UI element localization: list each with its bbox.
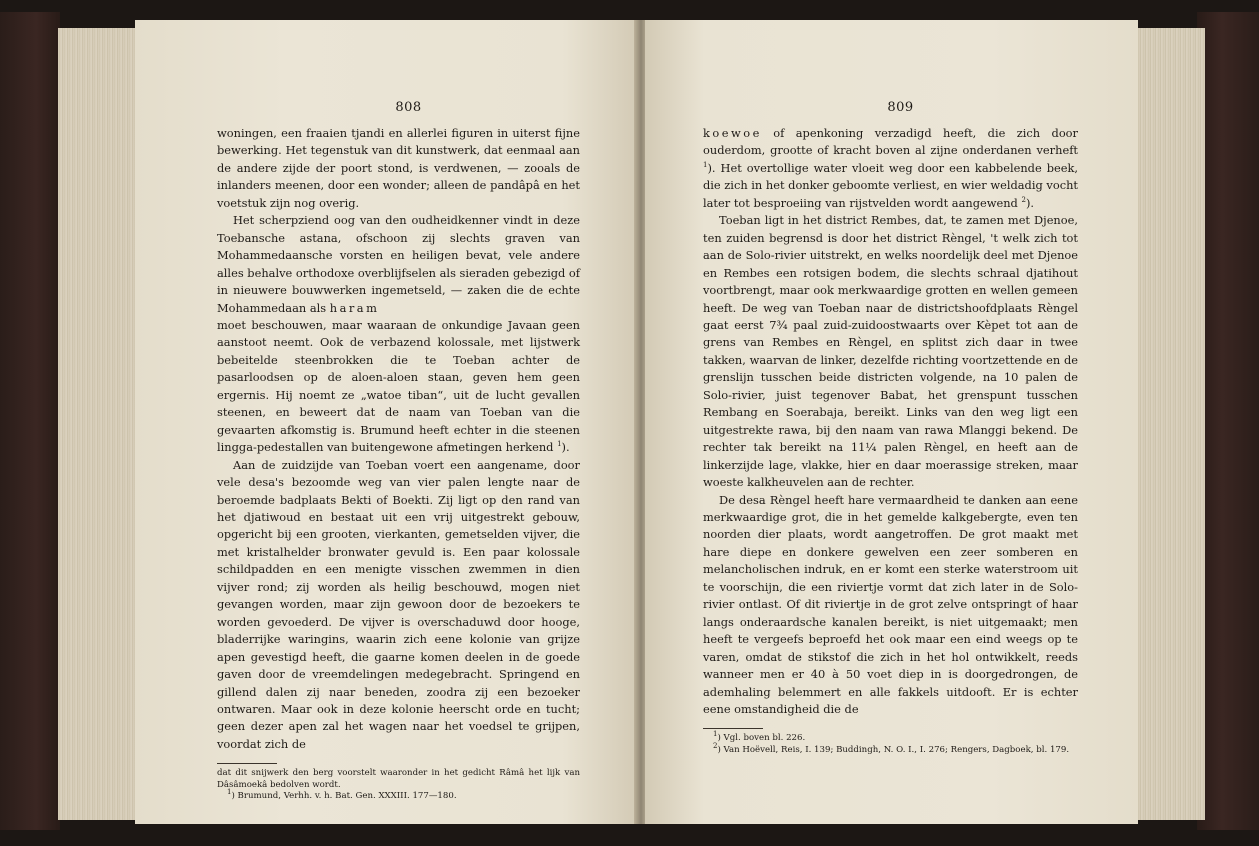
footnote-mark: 1 [713, 730, 718, 739]
paragraph: woningen, een fraaien tjandi en allerlei figuren in uiterst fijne bewerking. Het tegenstuk van dit kunstwerk, dat eenmaal aan de andere zijde der poort stond, is verdwenen, — zooals de inlanders meenen, door een wonder; alleen de pandâpâ en het voetstuk zijn nog overig. [217, 126, 580, 210]
paragraph [703, 125, 1078, 212]
right-body-text [703, 125, 1078, 718]
footnote-text: ) Brumund, Verhh. v. h. Bat. Gen. XXXIII. 177—180. [231, 791, 457, 802]
paragraph-text: Het scherpziend oog van den oudheidkenner vindt in deze Toebansche astana, ofschoon zij slechts graven van Mohammedaansche vorsten en heiligen bevat, vele andere alles behalve orthodoxe overblijfselen als sieraden gebezigd of in nieuwere bouwwerken ingemetseld, — zaken die de echte Mohammedaan als [217, 213, 580, 315]
footnote-text: ) Van Hoëvell, Reis, I. 139; Buddingh, N. O. I., I. 276; Rengers, Dagboek, bl. 179. [717, 744, 1070, 755]
footnote-mark: 1 [703, 161, 708, 170]
paragraph [217, 317, 580, 457]
footnote-rule [217, 763, 277, 764]
note-tail: ). [1025, 195, 1035, 210]
footnote-mark: 2 [1021, 196, 1026, 205]
cover-edge-left [0, 12, 60, 830]
page-stack-right [1135, 28, 1205, 820]
paragraph-text: of apenkoning verzadigd heeft, die zich door ouderdom, grootte of kracht boven al zijne onderdanen verheft [703, 126, 1078, 158]
page-number: 808 [395, 100, 422, 115]
spaced-word: haram [329, 300, 380, 315]
footnote [703, 730, 1078, 745]
footnote-rule [703, 728, 763, 729]
note-tail: ). [561, 440, 570, 455]
footnote [703, 742, 1078, 757]
left-page [135, 20, 638, 824]
footnote-text: ) Vgl. boven bl. 226. [717, 733, 806, 744]
paragraph-text: moet beschouwen, maar waaraan de onkundige Javaan geen aanstoot neemt. Ook de verbazend kolossale, met lijstwerk bebeitelde steenbrokken die te Toeban achter de pasarloodsen op de aloen-aloen staan, geven hem geen ergernis. Hij noemt ze „watoe tiban“, uit de lucht gevallen steenen, en beweert dat de naam van Toeban van die gevaarten afkomstig is. Brumund heeft echter in die steenen lingga-pedestallen van buitengewone afmetingen herkend [217, 317, 580, 455]
cover-edge-right [1197, 12, 1259, 830]
right-page [645, 20, 1138, 824]
page-number: 809 [887, 100, 914, 115]
left-body-text [217, 125, 580, 753]
footnote-carry: dat dit snijwerk den berg voorstelt waaronder in het gedicht Râmâ het lijk van Dâsâmoekâ bedolven wordt. [217, 768, 580, 790]
paragraph: Aan de zuidzijde van Toeban voert een aangename, door vele desa's bezoomde weg van vier palen lengte naar de beroemde badplaats Bekti of Boekti. Zij ligt op den rand van het djatiwoud en bestaat uit een vrij uitgestrekt gebouw, opgericht bij een grooten, vierkanten, gemetselden vijver, die met kristalhelder bronwater gevuld is. Een paar kolossale schildpadden en een menigte visschen zwemmen in dien vijver rond; zij worden als heilig beschouwd, mogen niet gevangen worden, maar zijn gewoon door de bezoekers te worden gevoederd. De vijver is overschaduwd door hooge, bladerrijke waringins, waarin zich eene kolonie van grijze apen gevestigd heeft, die gaarne komen deelen in de goede gaven door de vreemdelingen medegebracht. Springend en gillend dalen zij naar beneden, zoodra zij een bezoeker ontwaren. Maar ook in deze kolonie heerscht orde en tucht; geen dezer apen zal het wagen naar het voedsel te grijpen, voordat zich de [217, 457, 580, 751]
footnote-mark: 2 [713, 742, 718, 751]
footnote-mark: 1 [227, 788, 232, 797]
paragraph-text: ). Het overtollige water vloeit weg door een kabbelende beek, die zich in het donker geboomte verliest, en wier weldadig vocht later tot besproeiing van rijstvelden wordt aangewend [703, 160, 1078, 210]
page-stack-left [58, 28, 138, 820]
footnotes [217, 768, 580, 803]
footnote [217, 788, 580, 803]
footnotes [703, 730, 1078, 756]
paragraph [217, 212, 580, 317]
paragraph: De desa Rèngel heeft hare vermaardheid te danken aan eene merkwaardige grot, die in het gemelde kalkgebergte, even ten noorden dier plaats, wordt aangetroffen. De grot maakt met hare diepe en donkere gewelven een zeer somberen en melancholischen indruk, en er komt een sterke waterstroom uit te voorschijn, die een riviertje vormt dat zich later in de Solo-rivier ontlast. Of dit riviertje in de grot zelve ontspringt of haar langs onderaardsche kanalen bereikt, is niet uitgemaakt; men heeft te vergeefs beproefd het ook maar een eind weegs op te varen, omdat de stikstof die zich in het hol ontwikkelt, reeds wanneer men er 40 à 50 voet diep in is doorgedrongen, de ademhaling belemmert en alle fakkels uitdooft. Er is echter eene omstandigheid die de [703, 492, 1078, 716]
footnote-mark: 1 [557, 440, 562, 449]
paragraph: Toeban ligt in het district Rembes, dat, te zamen met Djenoe, ten zuiden begrensd is door het district Rèngel, 't welk zich tot aan de Solo-rivier uitstrekt, en welks noordelijk deel met Djenoe en Rembes een rotsigen bodem, die slechts schraal djatihout voortbrengt, maar ook merkwaardige grotten en wellen gemeen heeft. De weg van Toeban naar de districtshoofdplaats Rèngel gaat eerst 7¾ paal zuid-zuidoostwaarts over Kèpet tot aan de grens van Rembes en Rèngel, en splitst zich daar in twee takken, waarvan de linker, dezelfde richting voortzettende en de grenslijn tusschen beide districten volgende, na 10 palen de Solo-rivier, juist tegenover Babat, het grenspunt tusschen Rembang en Soerabaja, bereikt. Links van den weg ligt een uitgestrekte rawa, bij den naam van rawa Mlanggi bekend. De rechter tak bereikt na 11¼ palen Rèngel, en heeft aan de linkerzijde lage, vlakke, hier en daar moerassige streken, maar woeste kalkheuvelen aan de rechter. [703, 213, 1078, 490]
spaced-word: koewoe [703, 126, 762, 140]
